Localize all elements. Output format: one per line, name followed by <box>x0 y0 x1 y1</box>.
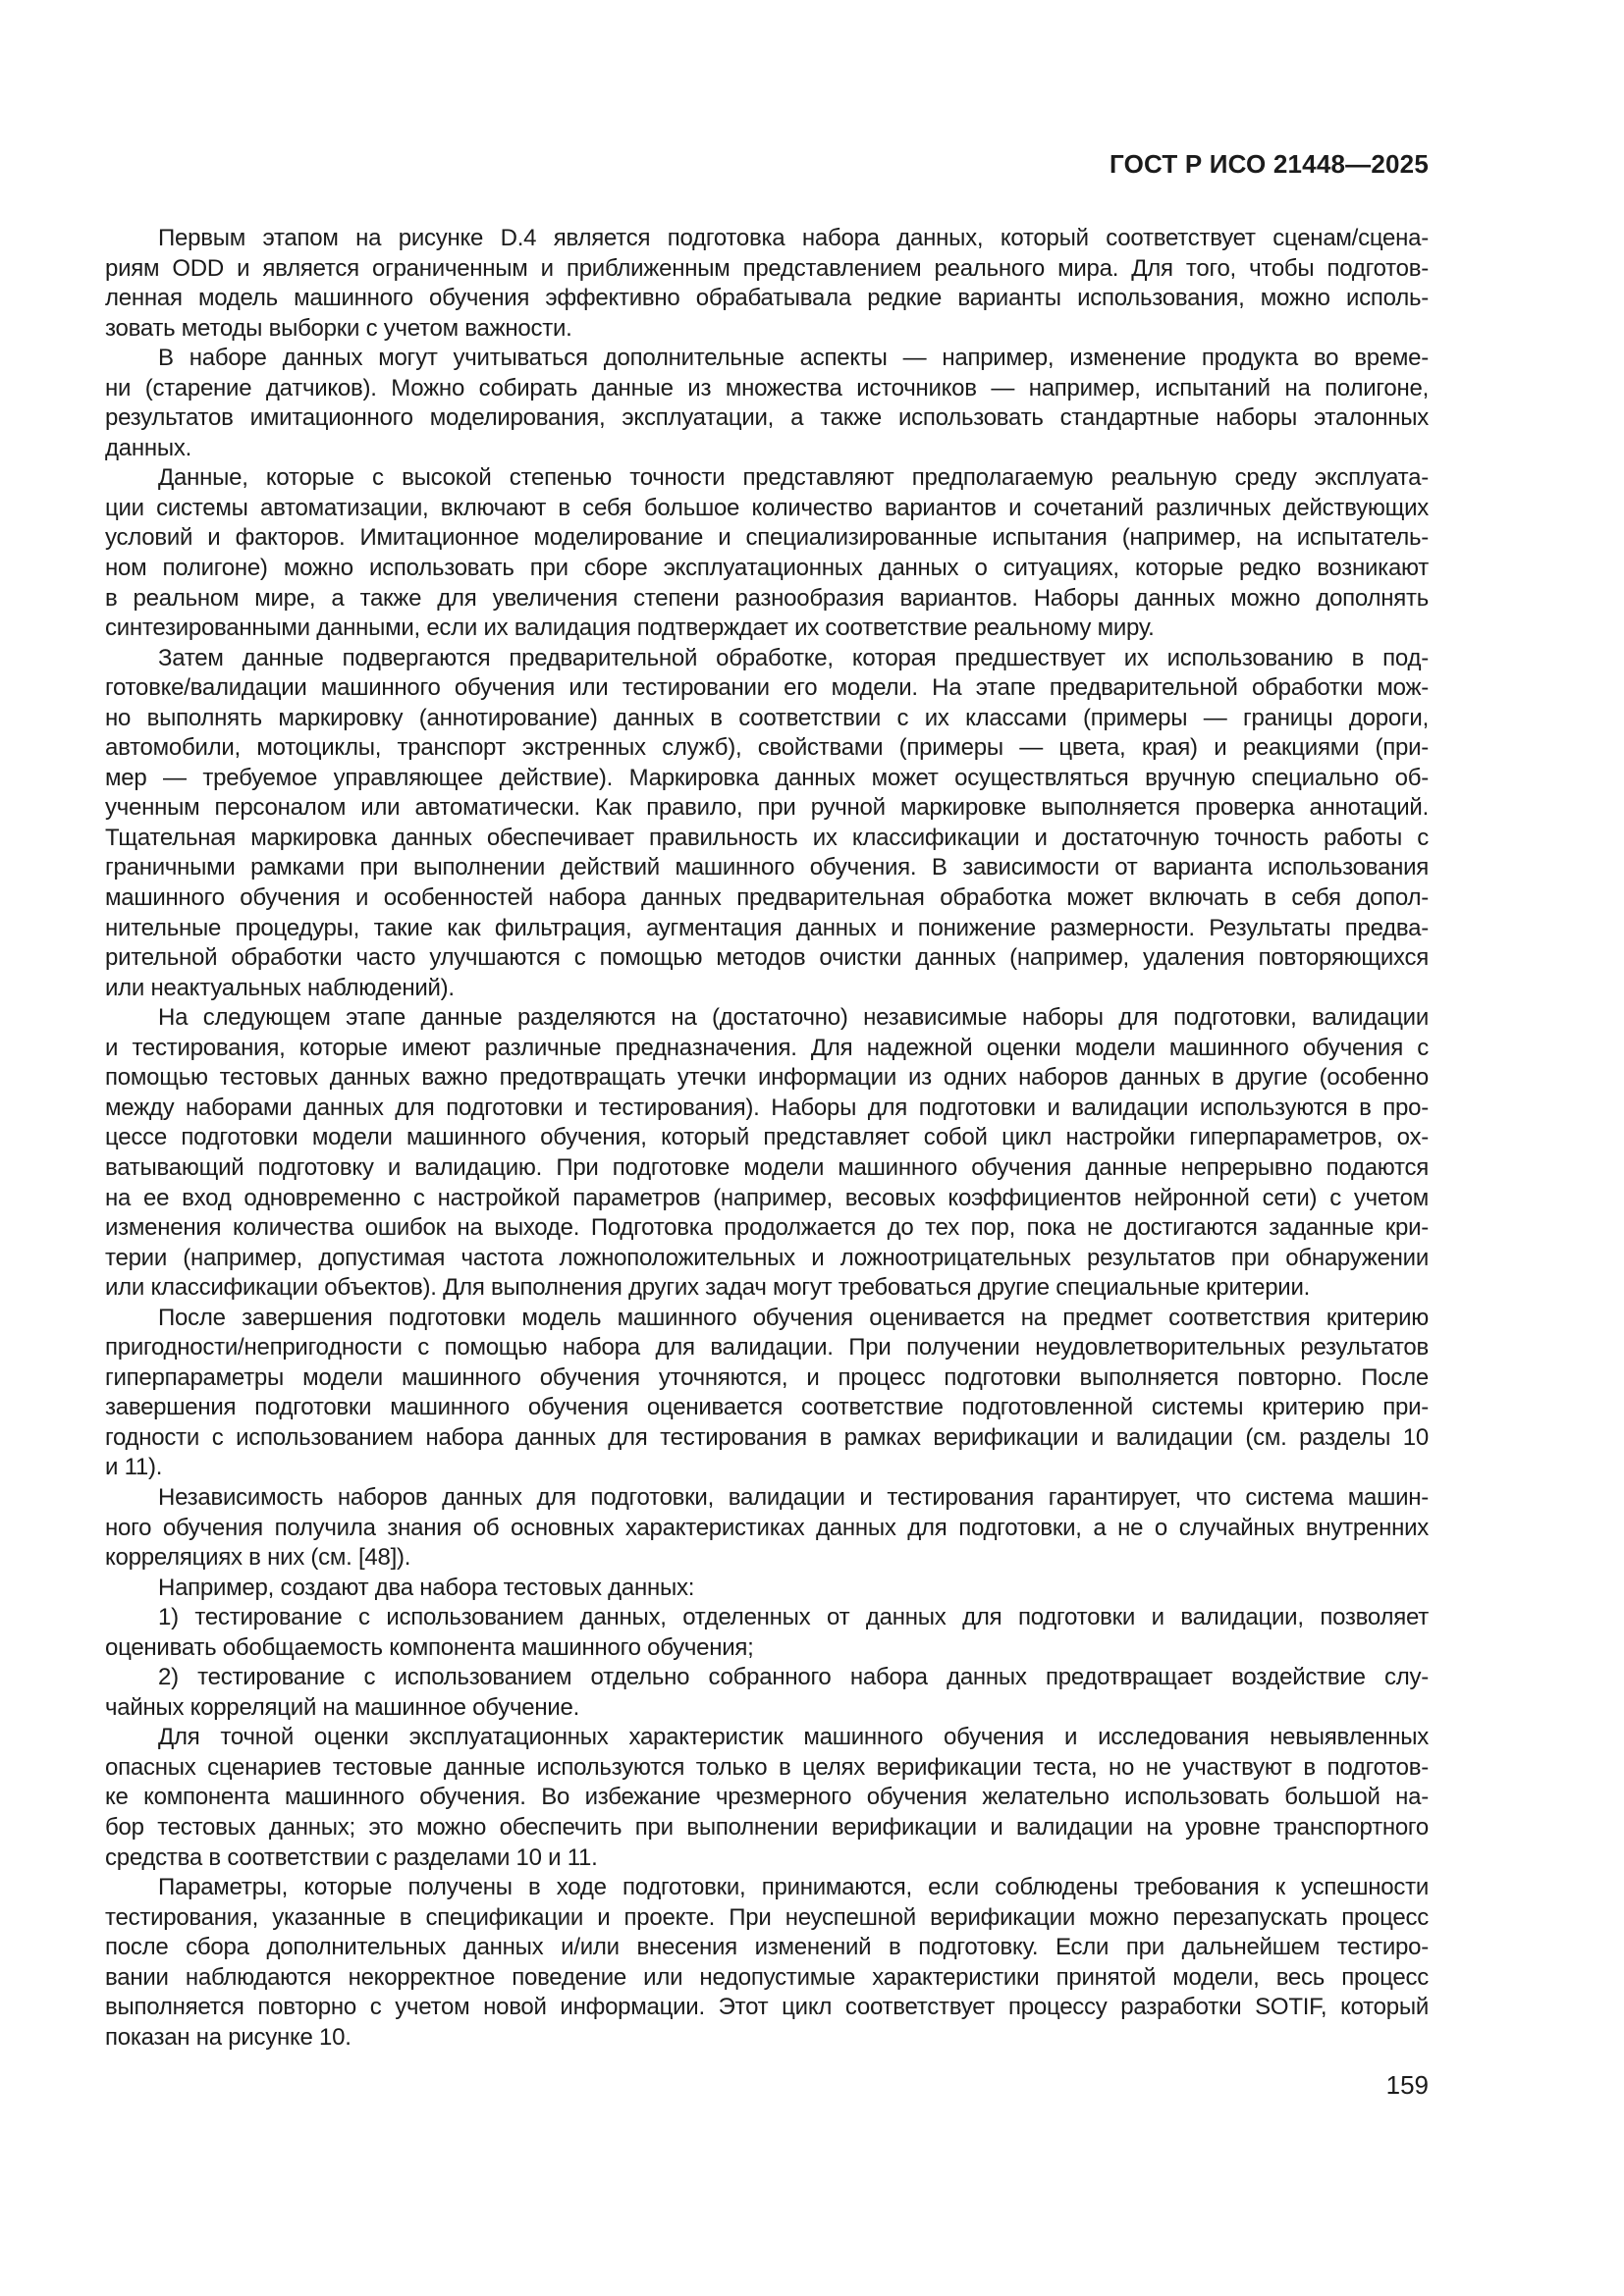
text-line: условий и факторов. Имитационное моделирование и специализированные испытания (например, на испытатель- <box>105 524 1429 552</box>
text-line: Независимость наборов данных для подготовки, валидации и тестирования гарантирует, что система машин- <box>158 1483 1429 1511</box>
paragraphs-container <box>105 224 1429 2053</box>
text-line: автомобили, мотоциклы, транспорт экстренных служб), свойствами (примеры — цвета, края) и реакциями (при- <box>105 734 1429 762</box>
text-line: граничными рамками при выполнении действий машинного обучения. В зависимости от варианта использования <box>105 854 1429 881</box>
text-line: и тестирования, которые имеют различные предназначения. Для надежной оценки модели машинного обучения с <box>105 1034 1429 1061</box>
text-line: опасных сценариев тестовые данные используются только в целях верификации теста, но не участвуют в подготов- <box>105 1753 1429 1781</box>
text-line: в реальном мире, а также для увеличения степени разнообразия вариантов. Наборы данных можно дополнять <box>105 584 1429 612</box>
text-line: бор тестовых данных; это можно обеспечить при выполнении верификации и валидации на уровне транспортного <box>105 1813 1429 1841</box>
text-line: чайных корреляций на машинное обучение. <box>105 1693 580 1721</box>
text-line: рительной обработки часто улучшаются с помощью методов очистки данных (например, удаления повторяющихся <box>105 944 1429 972</box>
text-line: гиперпараметры модели машинного обучения уточняются, и процесс подготовки выполняется повторно. После <box>105 1363 1429 1391</box>
text-line: риям ODD и является ограниченным и приближенным представлением реального мира. Для того, чтобы подготов- <box>105 254 1429 282</box>
text-line: После завершения подготовки модель машинного обучения оценивается на предмет соответствия критерию <box>158 1304 1429 1331</box>
text-line: завершения подготовки машинного обучения оценивается соответствие подготовленной системы критерию при- <box>105 1394 1429 1421</box>
text-line: корреляциях в них (см. [48]). <box>105 1544 411 1572</box>
text-line: средства в соответствии с разделами 10 и 11. <box>105 1843 598 1871</box>
text-line: Для точной оценки эксплуатационных характеристик машинного обучения и исследования невыявленных <box>158 1724 1429 1751</box>
text-line: между наборами данных для подготовки и тестирования). Наборы для подготовки и валидации используются в про- <box>105 1094 1429 1121</box>
text-line: ном полигоне) можно использовать при сборе эксплуатационных данных о ситуациях, которые редко возникают <box>105 555 1429 582</box>
text-line: ке компонента машинного обучения. Во избежание чрезмерного обучения желательно использовать большой на- <box>105 1784 1429 1811</box>
text-line: ни (старение датчиков). Можно собирать данные из множества источников — например, испытаний на полигоне, <box>105 374 1429 401</box>
text-line: Первым этапом на рисунке D.4 является подготовка набора данных, который соответствует сценам/сцена- <box>158 225 1429 251</box>
text-line: В наборе данных могут учитываться дополнительные аспекты — например, изменение продукта во време- <box>158 345 1429 372</box>
text-line: и 11). <box>105 1454 163 1481</box>
text-line: ленная модель машинного обучения эффективно обрабатывала редкие варианты использования, можно исполь- <box>105 285 1429 312</box>
text-line: Данные, которые с высокой степенью точности представляют предполагаемую реальную среду эксплуата- <box>158 464 1429 492</box>
text-line: вании наблюдаются некорректное поведение или недопустимые характеристики принятой модели, весь процесс <box>105 1963 1429 1991</box>
text-line: пригодности/непригодности с помощью набора для валидации. При получении неудовлетворительных результатов <box>105 1334 1429 1362</box>
text-line: Например, создают два набора тестовых данных: <box>158 1574 695 1601</box>
text-line: машинного обучения и особенностей набора данных предварительная обработка может включать в себя допол- <box>105 884 1429 912</box>
text-line: На следующем этапе данные разделяются на (достаточно) независимые наборы для подготовки, валидации <box>158 1004 1429 1032</box>
text-line: мер — требуемое управляющее действие). Маркировка данных может осуществляться вручную специально об- <box>105 764 1429 791</box>
text-line: терии (например, допустимая частота ложноположительных и ложноотрицательных результатов при обнаружении <box>105 1244 1429 1271</box>
text-line: Затем данные подвергаются предварительной обработке, которая предшествует их использованию в под- <box>158 644 1429 671</box>
text-line: зовать методы выборки с учетом важности. <box>105 314 572 342</box>
text-line: изменения количества ошибок на выходе. Подготовка продолжается до тех пор, пока не достигаются заданные кри- <box>105 1214 1429 1242</box>
text-line: на ее вход одновременно с настройкой параметров (например, весовых коэффициентов нейронной сети) с учетом <box>105 1184 1429 1211</box>
text-line: данных. <box>105 434 192 461</box>
text-line: годности с использованием набора данных для тестирования в рамках верификации и валидации (см. разделы 10 <box>105 1423 1429 1451</box>
running-header: ГОСТ Р ИСО 21448—2025 <box>1109 149 1429 179</box>
text-line: ватывающий подготовку и валидацию. При подготовке модели машинного обучения данные непрерывно подаются <box>105 1153 1429 1181</box>
text-line: результатов имитационного моделирования, эксплуатации, а также использовать стандартные наборы эталонных <box>105 404 1429 432</box>
text-line: Параметры, которые получены в ходе подготовки, принимаются, если соблюдены требования к успешности <box>158 1874 1429 1901</box>
text-line: Тщательная маркировка данных обеспечивает правильность их классификации и достаточную точность работы с <box>105 824 1429 851</box>
page-number: 159 <box>1385 2070 1429 2100</box>
text-line: выполняется повторно с учетом новой информации. Этот цикл соответствует процессу разработки SOTIF, который <box>105 1994 1429 2021</box>
text-line: ного обучения получила знания об основных характеристиках данных для подготовки, а не о случайных внутренних <box>105 1514 1429 1541</box>
text-line: 1) тестирование с использованием данных, отделенных от данных для подготовки и валидации, позволяет <box>158 1604 1429 1631</box>
text-line: оценивать обобщаемость компонента машинного обучения; <box>105 1633 754 1661</box>
text-line: ученным персоналом или автоматически. Как правило, при ручной маркировке выполняется проверка аннотаций. <box>105 794 1429 822</box>
text-line: но выполнять маркировку (аннотирование) данных в соответствии с их классами (примеры — границы дороги, <box>105 704 1429 731</box>
text-line: цессе подготовки модели машинного обучения, который представляет собой цикл настройки гиперпараметров, ох- <box>105 1124 1429 1151</box>
text-line: или неактуальных наблюдений). <box>105 974 455 1001</box>
text-line: после сбора дополнительных данных и/или внесения изменений в подготовку. Если при дальнейшем тестиро- <box>105 1934 1429 1961</box>
text-line: 2) тестирование с использованием отдельно собранного набора данных предотвращает воздействие слу- <box>158 1664 1429 1691</box>
text-line: синтезированными данными, если их валидация подтверждает их соответствие реальному миру. <box>105 614 1155 642</box>
text-line: показан на рисунке 10. <box>105 2023 352 2051</box>
text-line: готовке/валидации машинного обучения или тестировании его модели. На этапе предварительной обработки мож- <box>105 674 1429 702</box>
text-line: ции системы автоматизации, включают в себя большое количество вариантов и сочетаний различных действующих <box>105 494 1429 521</box>
text-line: помощью тестовых данных важно предотвращать утечки информации из одних наборов данных в другие (особенно <box>105 1064 1429 1092</box>
text-line: или классификации объектов). Для выполнения других задач могут требоваться другие специальные критерии. <box>105 1274 1311 1302</box>
text-line: тестирования, указанные в спецификации и проекте. При неуспешной верификации можно перезапускать процесс <box>105 1903 1429 1931</box>
text-line: нительные процедуры, такие как фильтрация, аугментация данных и понижение размерности. Результаты предва- <box>105 914 1429 941</box>
